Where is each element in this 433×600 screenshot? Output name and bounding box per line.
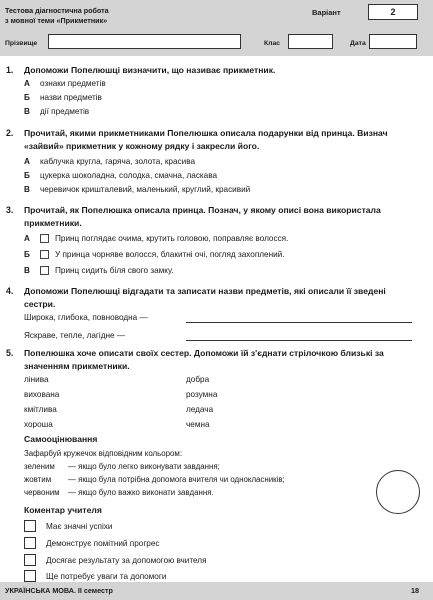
surname-label: Прізвище [5,40,38,47]
question-number: 4. [6,286,14,296]
option-letter: А [24,157,30,166]
legend-color: червоним [24,488,60,497]
question-number: 1. [6,65,14,75]
option-b[interactable] [24,250,285,259]
page-number: 18 [411,586,419,595]
surname-field[interactable] [48,34,241,49]
right-word[interactable]: ледача [186,405,214,414]
page-footer [0,582,433,600]
option-letter: А [24,234,30,243]
self-assessment-circle[interactable] [376,470,420,514]
date-field[interactable] [369,34,417,49]
option-c[interactable] [24,185,250,194]
question-number: 3. [6,205,14,215]
fill-row-2-label: Яскраве, тепле, лагідне — [24,331,126,340]
option-c[interactable] [24,266,174,275]
question-text-line-1: Допоможи Попелюшці відгадати та записати назви предметів, які описали її зведені [24,286,386,296]
question-text-line-2: сестри. [24,299,56,309]
option-letter: А [24,79,30,88]
option-a[interactable] [24,79,106,88]
question-number: 5. [6,348,14,358]
question-number: 2. [6,128,14,138]
left-word[interactable]: лінива [24,375,49,384]
option-letter: Б [24,93,30,102]
option-text: черевичок кришталевий, маленький, круглий, красивий [40,185,251,194]
option-text: Принц сидить біля свого замку. [55,266,174,275]
variant-label: Варіант [312,8,341,17]
comment-item: Досягає результату за допомогою вчителя [46,556,207,565]
comment-item: Демонструє помітний прогрес [46,539,160,548]
option-text: дії предметів [40,107,90,116]
self-assessment-title: Самооцінювання [24,434,98,444]
option-letter: В [24,266,30,275]
legend-row-red [24,488,214,497]
right-word[interactable]: розумна [186,390,218,399]
worksheet-header [0,0,433,56]
option-b[interactable] [24,171,217,180]
variant-field[interactable]: 2 [368,4,418,20]
title-line-1: Тестова діагностична робота [5,6,109,15]
option-checkbox[interactable] [40,234,49,243]
option-checkbox[interactable] [40,266,49,275]
option-text: У принца чорняве волосся, блакитні очі, погляд захоплений. [55,250,285,259]
comment-checkbox[interactable] [24,554,36,566]
option-checkbox[interactable] [40,250,49,259]
left-word[interactable]: вихована [24,390,60,399]
option-c[interactable] [24,107,89,116]
comment-item: Має значні успіхи [46,522,113,531]
teacher-comment-title: Коментар учителя [24,505,102,515]
fill-row-1-label: Широка, глибока, повноводна — [24,313,148,322]
legend-text: — якщо була потрібна допомога вчителя чи однокласників; [68,475,285,484]
class-label: Клас [264,40,281,47]
comment-checkbox[interactable] [24,537,36,549]
question-text [24,285,424,311]
option-a[interactable] [24,157,195,166]
answer-line-2[interactable] [186,340,412,341]
option-a[interactable] [24,234,288,243]
question-text-line-1: Попелюшка хоче описати своїх сестер. Допоможи їй з'єднати стрілочкою близькі за [24,348,384,358]
question-text [24,347,424,373]
option-text: цукерка шоколадна, солодка, смачна, ласкава [40,171,218,180]
legend-row-yellow [24,475,285,484]
option-b[interactable] [24,93,102,102]
class-field[interactable] [288,34,333,49]
legend-color: жовтим [24,475,52,484]
legend-row-green [24,462,220,471]
right-word[interactable]: добра [186,375,210,384]
left-word[interactable]: хороша [24,420,53,429]
question-text-line-2: прикметники. [24,218,82,228]
question-text [24,204,424,230]
comment-item: Ще потребує уваги та допомоги [46,572,167,581]
legend-color: зеленим [24,462,55,471]
option-letter: Б [24,250,30,259]
date-label: Дата [350,40,366,47]
title-line-2: з мовної теми «Прикметник» [5,16,108,25]
option-text: каблучка кругла, гаряча, золота, красива [40,157,196,166]
worksheet-title [5,6,205,26]
self-assessment-instruction: Зафарбуй кружечок відповідним кольором: [24,449,183,458]
comment-checkbox[interactable] [24,520,36,532]
option-letter: В [24,107,30,116]
option-text: Принц поглядає очима, крутить головою, поправляє волосся. [55,234,289,243]
legend-text: — якщо було важко виконати завдання. [68,488,214,497]
right-word[interactable]: чемна [186,420,210,429]
question-text [24,127,424,153]
legend-text: — якщо було легко виконувати завдання; [68,462,220,471]
question-text-line-2: значенням прикметники. [24,361,130,371]
option-letter: Б [24,171,30,180]
question-text-line-1: Прочитай, як Попелюшка описала принца. Познач, у якому описі вона використала [24,205,381,215]
question-text-line-2: «зайвий» прикметник у кожному рядку і закресли його. [24,141,260,151]
question-text-line-1: Прочитай, якими прикметниками Попелюшка описала подарунки від принца. Визнач [24,128,388,138]
option-letter: В [24,185,30,194]
comment-checkbox[interactable] [24,570,36,582]
question-text: Допоможи Попелюшці визначити, що називає прикметник. [24,65,276,75]
left-word[interactable]: кмітлива [24,405,57,414]
option-text: ознаки предметів [40,79,106,88]
answer-line-1[interactable] [186,322,412,323]
footer-subject: УКРАЇНСЬКА МОВА. ІІ семестр [5,586,113,595]
option-text: назви предметів [40,93,102,102]
